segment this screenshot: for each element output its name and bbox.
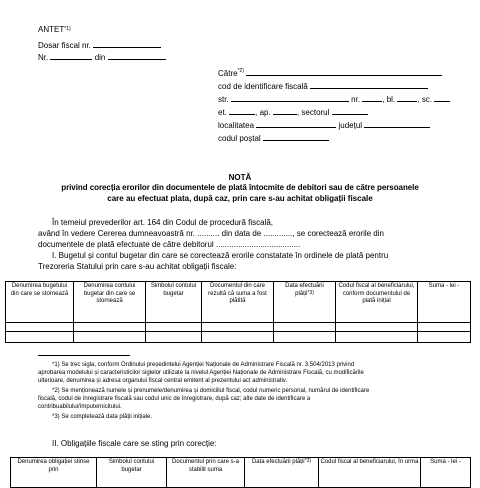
apartment-blank — [273, 106, 297, 115]
table-cell — [274, 323, 336, 332]
footnote-2: *2) Se menționează numele și prenumele/denumirea și domiciliul fiscal, codul numeric personal, numărul de identificare — [52, 388, 370, 394]
request-text: având în vedere Cererea dumneavoastră nr. .......... din data de ............., se corectează erorile din — [38, 229, 384, 238]
footnote-1: *1) Se trec sigla, conform Ordinului președintelui Agenției Naționale de Administrare Fiscală nr. 3.504/2013 privind — [52, 362, 355, 368]
county-blank — [364, 119, 430, 128]
debtor-text: documentele de plată efectuate de către debitorul ...................................... — [38, 240, 301, 249]
table-cell — [336, 323, 418, 332]
table-cell — [274, 332, 336, 343]
header-account-symbol: Simbolul contului bugetar — [97, 458, 167, 488]
table-cell — [74, 323, 146, 332]
floor-line: et. , ap. , sectorul — [218, 106, 368, 118]
street-line: str. nr. , bl. , sc. — [218, 93, 450, 105]
header-payment-date: Data efectuării plății$^{*3)}$ — [274, 282, 336, 323]
number-date-line: Nr. din — [38, 51, 166, 63]
table-cell — [336, 332, 418, 343]
table-cell — [6, 332, 74, 343]
street-blank — [231, 93, 349, 102]
footnote-separator — [38, 355, 130, 356]
document-subtitle-line2: care au efectuat plata, după caz, prin care s-au achitat obligații fiscale — [107, 194, 373, 203]
street-number-blank — [362, 93, 382, 102]
table-cell — [146, 332, 202, 343]
locality-blank — [256, 119, 336, 128]
table-cell — [6, 323, 74, 332]
antet-label: ANTET$^{*1)}$ — [38, 25, 71, 34]
header-payment-date: Data efectuării plății$^{*3)}$ — [245, 458, 319, 488]
corrections-table — [5, 281, 471, 343]
section1-title-cont: Trezoreria Statului prin care s-au achitat obligații fiscale: — [38, 262, 237, 271]
header-beneficiary-code: Codul fiscal al beneficiarului, conform documentului de plată inițial — [336, 282, 418, 323]
header-establishing-document: Documentul prin care s-a stabilit suma — [167, 458, 245, 488]
sector-blank — [332, 106, 368, 115]
table-row — [6, 323, 471, 332]
postal-code-line: codul poștal — [218, 132, 329, 144]
table-cell — [146, 323, 202, 332]
table-header-row — [6, 282, 471, 323]
table-cell — [202, 323, 274, 332]
floor-blank — [229, 106, 255, 115]
table-row — [6, 332, 471, 343]
table-cell — [74, 332, 146, 343]
number-blank — [50, 51, 92, 60]
footnote-2-cont: fiscală, codul de înregistrare fiscală sau codul unic de înregistrare, după caz; alte date de identificare a — [38, 396, 311, 402]
header-payment-document: Documentul din care rezultă că suma a fost plătită — [202, 282, 274, 323]
footnote-3: *3) Se completează data plății inițiale. — [52, 414, 153, 420]
recipient-blank — [246, 67, 442, 76]
footnote-1-end: ulterioare, denumirea și adresa organului fiscal central emitent al prezentului act administrativ. — [38, 378, 288, 384]
date-blank — [108, 51, 166, 60]
header-account-symbol: Simbolul contului bugetar — [146, 282, 202, 323]
table-header-row — [11, 458, 471, 488]
document-title: NOTĂ — [228, 173, 252, 182]
staircase-blank — [434, 93, 450, 102]
header-obligation-name: Denumirea obligației stinse prin — [11, 458, 97, 488]
header-amount: Suma - lei - — [421, 458, 471, 488]
dosar-fiscal-blank — [93, 39, 161, 48]
postal-code-blank — [263, 132, 329, 141]
table-cell — [202, 332, 274, 343]
table-cell — [418, 323, 471, 332]
block-blank — [397, 93, 417, 102]
header-beneficiary-code: Codul fiscal al beneficiarului, în urma — [319, 458, 421, 488]
section2-title: II. Obligațiile fiscale care se sting prin corecție: — [52, 439, 217, 448]
fiscal-code-blank — [310, 80, 428, 89]
document-subtitle-line1: privind corecția erorilor din documentele de plată întocmite de debitori sau de către persoanele — [61, 183, 419, 192]
locality-line: localitatea județul — [218, 119, 430, 131]
header-amount: Suma - lei - — [418, 282, 471, 323]
footnote-1-cont: aprobarea modelului și caracteristicilor siglelor utilizate la nivelul Agenției Naționale de Administrare Fiscală, cu modificările — [38, 370, 364, 376]
section1-title: I. Bugetul și contul bugetar din care se corectează erorile constatate în ordinele de plată pentru — [52, 251, 389, 260]
extinguished-obligations-table — [10, 457, 471, 488]
dosar-fiscal-line: Dosar fiscal nr. — [38, 39, 161, 51]
recipient-line: Către$^{*2)}$ — [218, 67, 442, 79]
footnote-2-end: contribuabilului/împuternicitului. — [38, 404, 122, 410]
table-cell — [418, 332, 471, 343]
legal-basis-text: În temeiul prevederilor art. 164 din Codul de procedură fiscală, — [52, 218, 274, 227]
fiscal-code-line: cod de identificare fiscală — [218, 80, 428, 92]
header-account-name: Denumirea contului bugetar din care se stornează — [74, 282, 146, 323]
header-budget-name: Denumirea bugetului din care se stornează — [6, 282, 74, 323]
